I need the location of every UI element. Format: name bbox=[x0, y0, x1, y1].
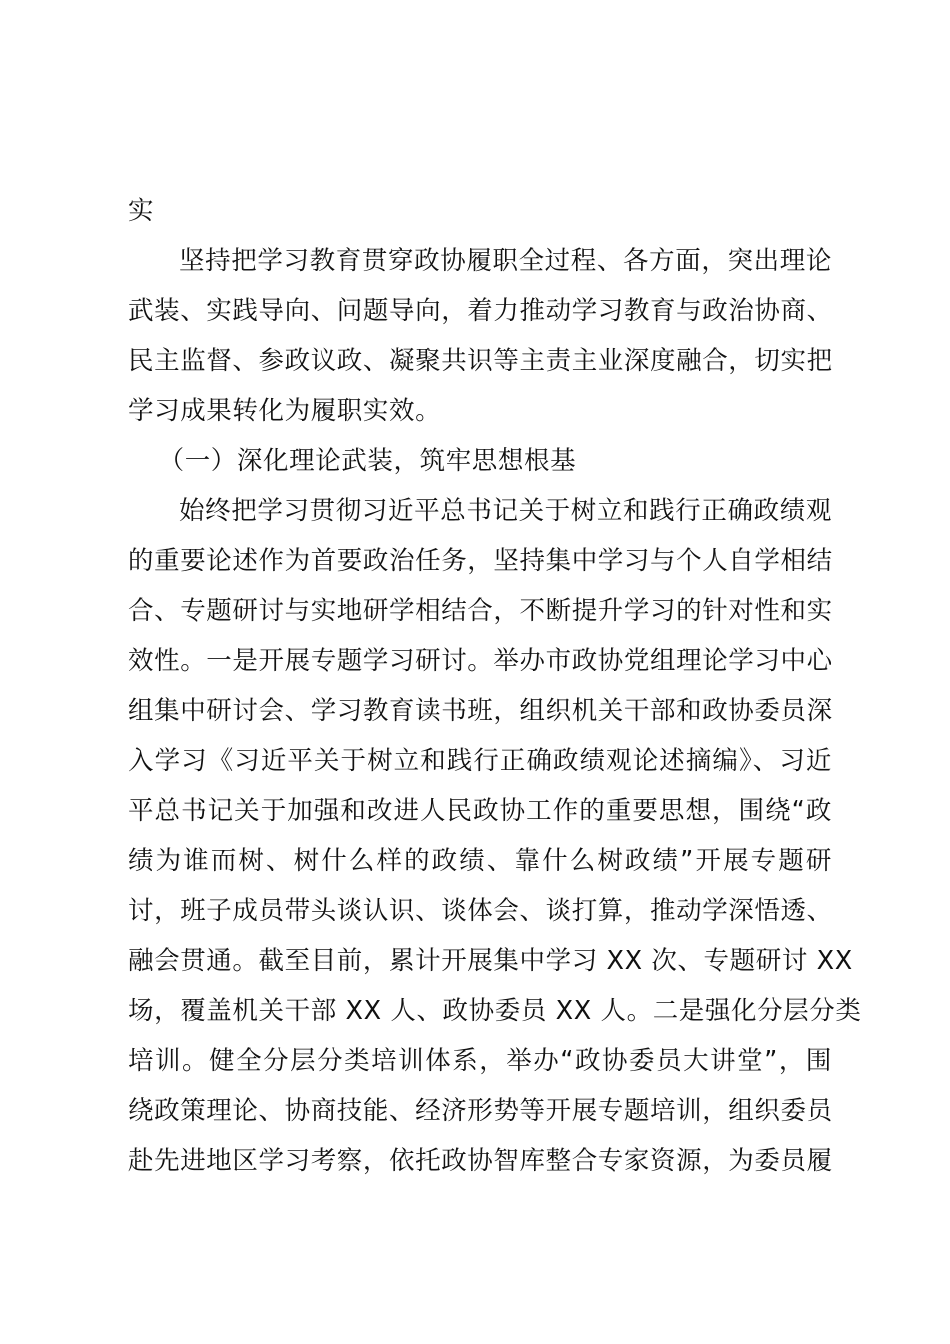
paragraph-line: 融会贯通。截至目前，累计开展集中学习 XX 次、专题研讨 XX bbox=[128, 946, 853, 976]
paragraph-line: 入学习《习近平关于树立和践行正确政绩观论述摘编》、习近 bbox=[128, 746, 832, 776]
paragraph-line: 武装、实践导向、问题导向，着力推动学习教育与政治协商、 bbox=[128, 296, 833, 326]
paragraph-line: 绕政策理论、协商技能、经济形势等开展专题培训，组织委员 bbox=[128, 1096, 833, 1126]
paragraph-2 bbox=[128, 486, 862, 1186]
paragraph-line: 合、专题研讨与实地研学相结合，不断提升学习的针对性和实 bbox=[128, 596, 833, 626]
paragraph-line: 培训。健全分层分类培训体系，举办“政协委员大讲堂”，围 bbox=[128, 1046, 832, 1076]
paragraph-line: 讨，班子成员带头谈认识、谈体会、谈打算，推动学深悟透、 bbox=[128, 896, 833, 926]
paragraph-line: 民主监督、参政议政、凝聚共识等主责主业深度融合，切实把 bbox=[128, 346, 833, 376]
paragraph-line: 组集中研讨会、学习教育读书班，组织机关干部和政协委员深 bbox=[128, 696, 833, 726]
paragraph-1 bbox=[128, 236, 832, 436]
paragraph-line: 效性。一是开展专题学习研讨。举办市政协党组理论学习中心 bbox=[128, 646, 833, 676]
section-heading: （一）深化理论武装，筑牢思想根基 bbox=[158, 446, 577, 476]
paragraph-line: 始终把学习贯彻习近平总书记关于树立和践行正确政绩观 bbox=[179, 496, 832, 526]
paragraph-line: 绩为谁而树、树什么样的政绩、靠什么树政绩”开展专题研 bbox=[128, 846, 832, 876]
paragraph-line: 场，覆盖机关干部 XX 人、政协委员 XX 人。二是强化分层分类 bbox=[128, 996, 862, 1026]
paragraph-line: 赴先进地区学习考察，依托政协智库整合专家资源，为委员履 bbox=[128, 1146, 833, 1176]
paragraph-line: 平总书记关于加强和改进人民政协工作的重要思想，围绕“政 bbox=[128, 796, 832, 826]
document-page bbox=[128, 186, 862, 1186]
paragraph-line: 的重要论述作为首要政治任务，坚持集中学习与个人自学相结 bbox=[128, 546, 833, 576]
paragraph-line: 学习成果转化为履职实效。 bbox=[128, 396, 442, 426]
continuation-text: 实 bbox=[128, 196, 155, 226]
paragraph-line: 坚持把学习教育贯穿政协履职全过程、各方面，突出理论 bbox=[179, 246, 832, 276]
